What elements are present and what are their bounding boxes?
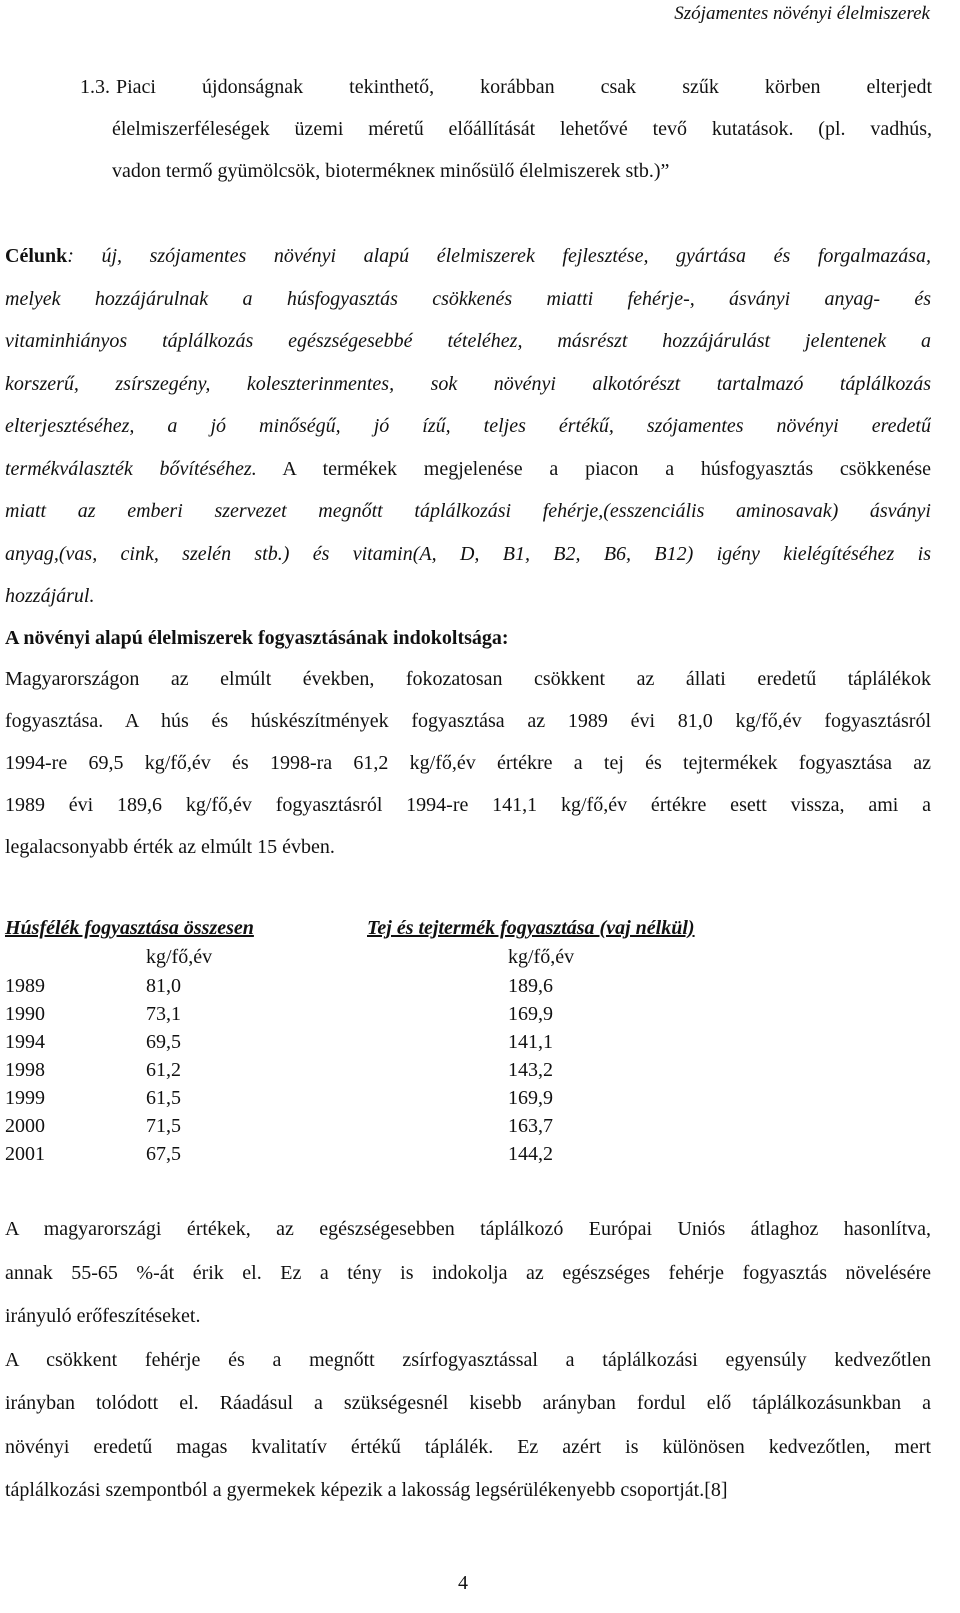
text-line: A magyarországi értékek, az egészségesebben táplálkozó Európai Uniós átlaghoz hasonlítva, (5, 1218, 931, 1240)
table-cell-year: 2001 (5, 1143, 45, 1165)
table-cell-meat: 71,5 (146, 1115, 181, 1137)
text-line: termékválaszték bővítéséhez. A termékek megjelenése a piacon a húsfogyasztás csökkenése (5, 457, 931, 480)
table-cell-year: 1994 (5, 1031, 45, 1053)
table-cell-meat: 69,5 (146, 1031, 181, 1053)
text-line: miatt az emberi szervezet megnőtt táplálkozási fehérje,(esszenciális aminosavak) ásványi (5, 500, 931, 522)
conclusion-paragraph (5, 1208, 931, 1513)
list-item-line: 1.3. Piaci újdonságnak tekinthető, korábban csak szűk körben elterjedt (80, 66, 932, 108)
justification-paragraph (5, 658, 931, 868)
list-item-number: 1.3. (80, 76, 110, 98)
table-header-meat: Húsfélék fogyasztása összesen (5, 917, 254, 939)
table-cell-milk: 141,1 (508, 1031, 553, 1053)
text-line: A csökkent fehérje és a megnőtt zsírfogyasztással a táplálkozási egyensúly kedvezőtlen (5, 1348, 931, 1371)
text-line: 1994-re 69,5 kg/fő,év és 1998-ra 61,2 kg/fő,év értékre a tej és tejtermékek fogyasztása az (5, 752, 931, 774)
table-cell-year: 1990 (5, 1003, 45, 1025)
table-cell-meat: 61,2 (146, 1059, 181, 1081)
text-line: fogyasztása. A hús és húskészítmények fogyasztása az 1989 évi 81,0 kg/fő,év fogyasztásról (5, 710, 931, 732)
table-unit-milk: kg/fő,év (508, 946, 575, 968)
list-item-line: vadon termő gyümölcsök, biotermékneк minősülő élelmiszerek stb.)” (112, 160, 670, 182)
table-cell-year: 1999 (5, 1087, 45, 1109)
text-line: Célunk: új, szójamentes növényi alapú élelmiszerek fejlesztése, gyártása és forgalmazása, (5, 245, 931, 267)
table-header-milk: Tej és tejtermék fogyasztása (vaj nélkül) (367, 917, 695, 939)
table-cell-meat: 81,0 (146, 975, 181, 997)
text-line: melyek hozzájárulnak a húsfogyasztás csökkenés miatti fehérje-, ásványi anyag- és (5, 287, 931, 310)
table-cell-milk: 169,9 (508, 1003, 553, 1025)
list-item-line: élelmiszerféleségek üzemi méretű előállítását lehetővé tevő kutatások. (pl. vadhús, (112, 118, 932, 140)
table-cell-year: 1998 (5, 1059, 45, 1081)
list-item-1-3 (80, 66, 932, 192)
text-line: 1989 évi 189,6 kg/fő,év fogyasztásról 1994-re 141,1 kg/fő,év értékre esett vissza, ami a (5, 794, 931, 816)
goal-paragraph (5, 235, 931, 618)
section-heading: A növényi alapú élelmiszerek fogyasztásának indokoltsága: (5, 627, 509, 649)
text-line: annak 55-65 %-át érik el. Ez a tény is indokolja az egészséges fehérje fogyasztás növelésére (5, 1261, 931, 1284)
table-cell-milk: 144,2 (508, 1143, 553, 1165)
text-line: legalacsonyabb érték az elmúlt 15 évben. (5, 836, 335, 858)
table-cell-meat: 73,1 (146, 1003, 181, 1025)
text-line: korszerű, zsírszegény, koleszterinmentes, sok növényi alkotórészt tartalmazó táplálkozás (5, 372, 931, 395)
goal-label: Célunk (5, 245, 68, 267)
page-number: 4 (458, 1572, 468, 1594)
table-cell-milk: 189,6 (508, 975, 553, 997)
table-cell-meat: 67,5 (146, 1143, 181, 1165)
running-header: Szójamentes növényi élelmiszerek (674, 3, 930, 24)
table-cell-meat: 61,5 (146, 1087, 181, 1109)
text-line: irányban tolódott el. Ráadásul a szükségesnél kisebb arányban fordul elő táplálkozásunkban a (5, 1392, 931, 1414)
text-line: Magyarországon az elmúlt években, fokozatosan csökkent az állati eredetű táplálékok (5, 668, 931, 690)
table-cell-milk: 143,2 (508, 1059, 553, 1081)
text-line: hozzájárul. (5, 585, 95, 607)
text-line: táplálkozási szempontból a gyermekek képezik a lakosság legsérülékenyebb csoportját.[8] (5, 1479, 728, 1501)
table-cell-year: 2000 (5, 1115, 45, 1137)
table-cell-year: 1989 (5, 975, 45, 997)
text-line: irányuló erőfeszítéseket. (5, 1305, 201, 1327)
table-cell-milk: 169,9 (508, 1087, 553, 1109)
text-line: növényi eredetű magas kvalitatív értékű táplálék. Ez azért is különösen kedvezőtlen, mert (5, 1435, 931, 1458)
table-cell-milk: 163,7 (508, 1115, 553, 1137)
text-line: vitaminhiányos táplálkozás egészségesebbé tételéhez, másrészt hozzájárulást jelentenek a (5, 330, 931, 352)
text-line: elterjesztéséhez, a jó minőségű, jó ízű, teljes értékű, szójamentes növényi eredetű (5, 415, 931, 437)
text-line: anyag,(vas, cink, szelén stb.) és vitamin(A, D, B1, B2, B6, B12) igény kielégítéséhez is (5, 542, 931, 565)
table-unit-meat: kg/fő,év (146, 946, 213, 968)
